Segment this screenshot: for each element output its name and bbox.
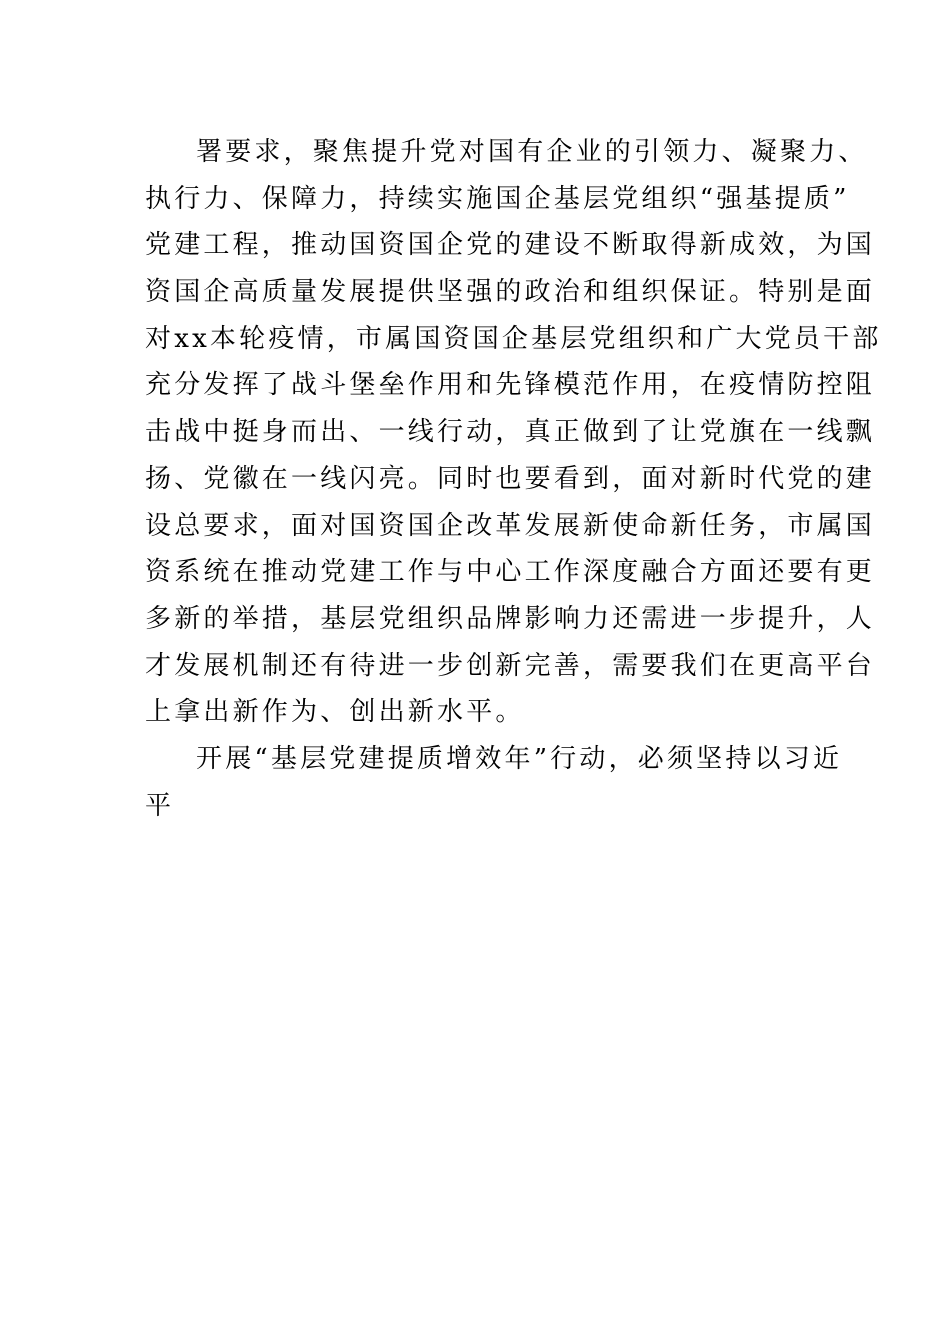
paragraph-line: 多新的举措，基层党组织品牌影响力还需进一步提升，人: [145, 603, 876, 634]
paragraph-line: 资国企高质量发展提供坚强的政治和组织保证。特别是面: [145, 277, 876, 308]
paragraph-line: 开展“基层党建提质增效年”行动，必须坚持以习近: [196, 743, 843, 774]
paragraph-line: 署要求，聚焦提升党对国有企业的引领力、凝聚力、: [196, 137, 868, 167]
document-body: [145, 129, 882, 829]
paragraph-line: 资系统在推动党建工作与中心工作深度融合方面还要有更: [145, 557, 876, 588]
paragraph-line: 执行力、保障力，持续实施国企基层党组织“强基提质”: [145, 183, 850, 214]
paragraph-line: 扬、党徽在一线闪亮。同时也要看到，面对新时代党的建: [145, 463, 876, 494]
paragraph-line: 对xx本轮疫情，市属国资国企基层党组织和广大党员干部: [145, 323, 882, 354]
paragraph-line: 上拿出新作为、创出新水平。: [145, 697, 525, 728]
paragraph-line: 才发展机制还有待进一步创新完善，需要我们在更高平台: [145, 650, 876, 681]
paragraph-line: 党建工程，推动国资国企党的建设不断取得新成效，为国: [145, 230, 876, 261]
paragraph-line: 击战中挺身而出、一线行动，真正做到了让党旗在一线飘: [145, 417, 876, 448]
paragraph-line: 平: [145, 790, 175, 821]
paragraph-1: [145, 129, 882, 736]
paragraph-line: 充分发挥了战斗堡垒作用和先锋模范作用，在疫情防控阻: [145, 370, 876, 401]
paragraph-2: [145, 736, 843, 829]
paragraph-line: 设总要求，面对国资国企改革发展新使命新任务，市属国: [145, 510, 876, 541]
